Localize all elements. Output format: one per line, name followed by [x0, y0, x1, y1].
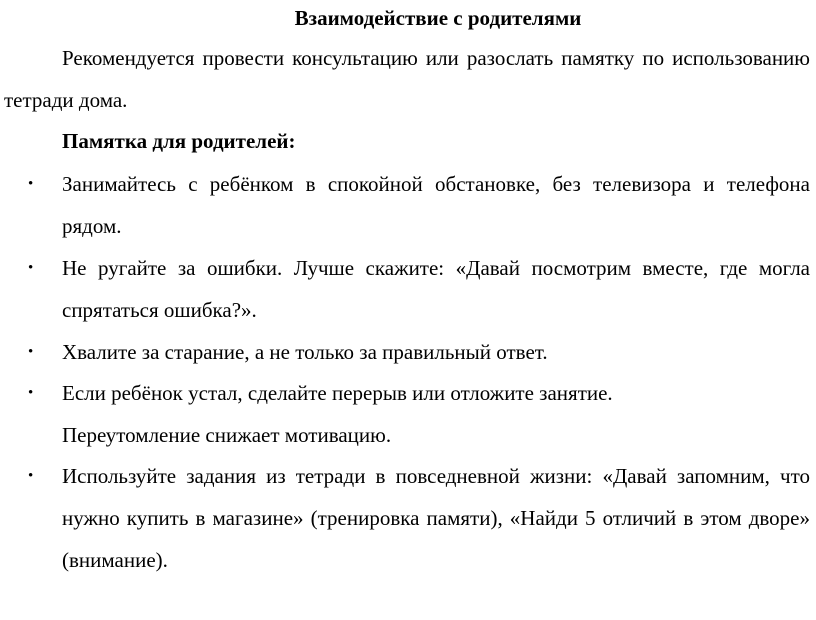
document-title: Взаимодействие с родителями	[294, 6, 582, 30]
bullet-icon: •	[28, 260, 34, 276]
memo-title: Памятка для родителей:	[62, 129, 296, 153]
intro-paragraph: Рекомендуется провести консультацию или разослать памятку по использованию тетради дома.	[4, 46, 810, 112]
list-item-text: Хвалите за старание, а не только за правильный ответ.	[62, 340, 548, 364]
list-item-text: Занимайтесь с ребёнком в спокойной обстановке, без телевизора и телефона рядом.	[62, 172, 810, 238]
bullet-icon: •	[28, 468, 34, 484]
bullet-icon: •	[28, 176, 34, 192]
bullet-icon: •	[28, 385, 34, 401]
list-item-text: Используйте задания из тетради в повседневной жизни: «Давай запомним, что нужно купить в магазине» (тренировка памяти), «Найди 5 отличий в этом дворе» (внимание).	[62, 464, 810, 572]
list-item-text: Если ребёнок устал, сделайте перерыв или отложите занятие.	[62, 381, 613, 405]
bullet-icon: •	[28, 344, 34, 360]
list-item-text: Не ругайте за ошибки. Лучше скажите: «Давай посмотрим вместе, где могла спрятаться ошибка?».	[62, 256, 810, 322]
continuation-text: Переутомление снижает мотивацию.	[62, 423, 392, 447]
